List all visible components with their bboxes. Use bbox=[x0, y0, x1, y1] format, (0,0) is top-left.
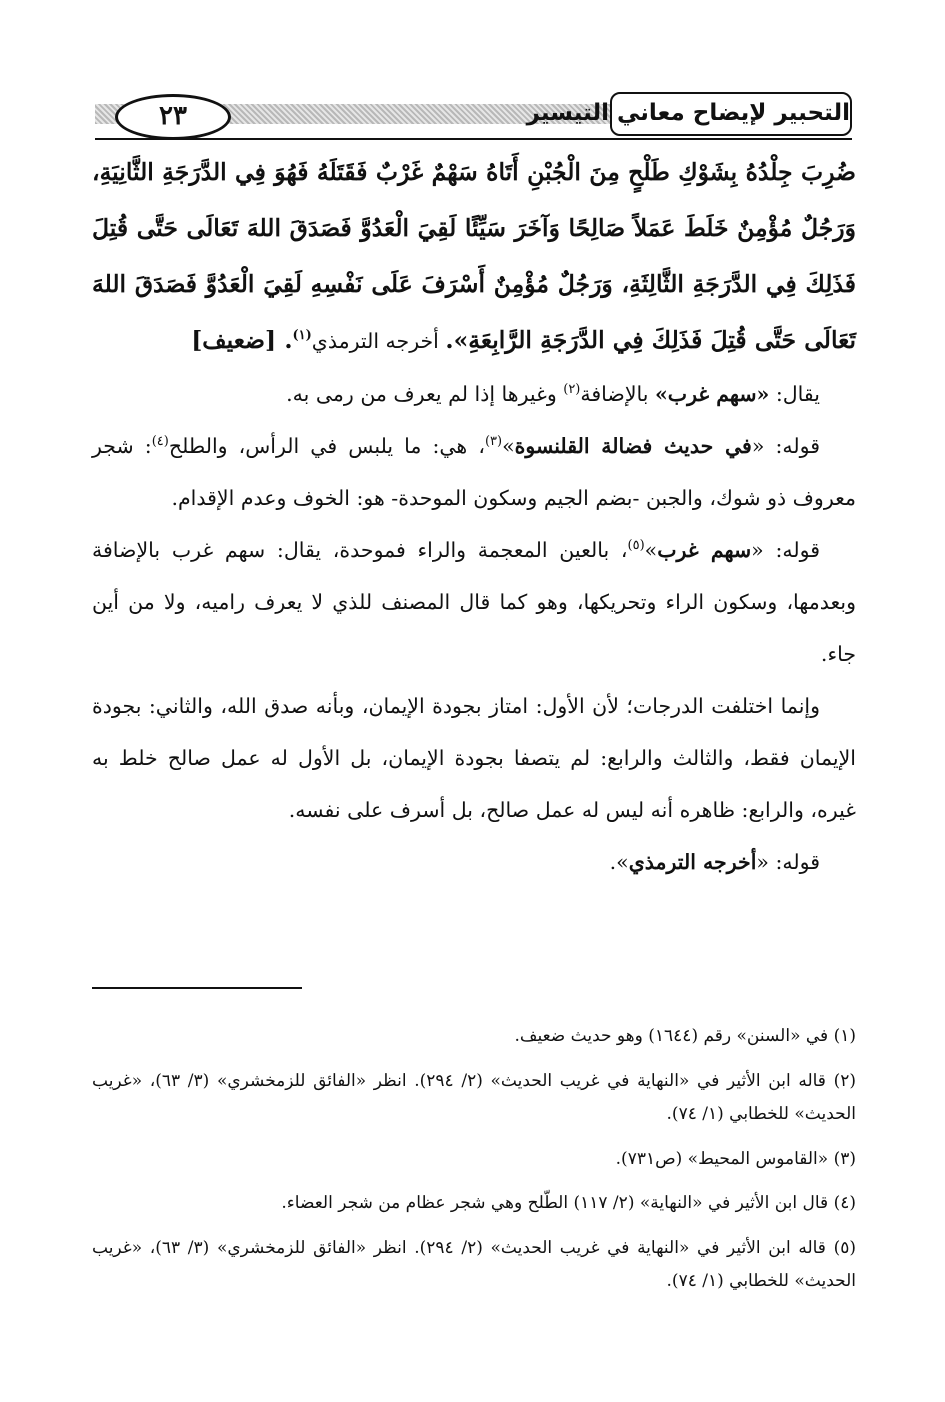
footnote-5: (٥) قاله ابن الأثير في «النهاية في غريب الحديث» (٢/ ٢٩٤). انظر «الفائق للزمخشري» (٣/ ٦٣)، «غريب الحديث» للخطابي (١/ ٧٤). bbox=[92, 1237, 857, 1291]
footnote-4: (٤) قال ابن الأثير في «النهاية» (٢/ ١١٧) الطّلح وهي شجر عظام من شجر العضاء. bbox=[281, 1193, 856, 1213]
header-rule bbox=[95, 138, 852, 140]
footnote-1: (١) في «السنن» رقم (١٦٤٤) وهو حديث ضعيف. bbox=[514, 1026, 856, 1046]
p3-pre: قوله: « bbox=[751, 538, 820, 562]
p2-mid: ، هي: ما يلبس في الرأس، والطلح bbox=[168, 434, 485, 458]
footnote-ref-4: (٤) bbox=[151, 434, 169, 450]
footnote-ref-2: (٢) bbox=[563, 382, 581, 398]
paragraph-3 bbox=[92, 524, 856, 680]
book-title: التحبير لإيضاح معاني التيسير bbox=[610, 92, 852, 136]
p2-post: : شجر معروف ذو شوك، والجبن -بضم الجيم وسكون الموحدة- هو: الخوف وعدم الإقدام. bbox=[92, 434, 856, 510]
p1-term: «سهم غرب» bbox=[654, 382, 770, 406]
footnotes bbox=[92, 1020, 856, 1310]
main-text bbox=[92, 144, 856, 888]
page-number: ٢٣ bbox=[115, 94, 231, 140]
p3-close: » bbox=[644, 538, 658, 562]
hadith-body: ضُرِبَ جِلْدُهُ بِشَوْكِ طَلْحٍ مِنَ الْجُبْنِ أَتَاهُ سَهْمٌ غَرْبٌ فَقَتَلَهُ فَهُوَ فِي الدَّرَجَةِ الثَّانِيَةِ، وَرَجُلٌ مُؤْمِنٌ خَلَطَ عَمَلاً صَالِحًا وَآخَرَ سَيِّئًا لَقِيَ الْعَدُوَّ فَصَدَقَ اللهَ تَعَالَى حَتَّى قُتِلَ فَذَلِكَ فِي الدَّرَجَةِ الثَّالِثَةِ، وَرَجُلٌ مُؤْمِنٌ أَسْرَفَ عَلَى نَفْسِهِ لَقِيَ الْعَدُوَّ فَصَدَقَ اللهَ تَعَالَى حَتَّى قُتِلَ فَذَلِكَ فِي الدَّرَجَةِ الرَّابِعَةِ». bbox=[92, 158, 856, 354]
p1-pre: يقال: bbox=[769, 382, 820, 406]
paragraph-4: وإنما اختلفت الدرجات؛ لأن الأول: امتاز بجودة الإيمان، وبأنه صدق الله، والثاني: بجودة الإيمان فقط، والثالث والرابع: لم يتصفا بجودة الإيمان، بل الأول له عمل صالح خلط به غيره، والرابع: ظاهره أنه ليس له عمل صالح، بل أسرف على نفسه. bbox=[92, 694, 856, 822]
p2-close: » bbox=[502, 434, 515, 458]
p2-pre: قوله: « bbox=[751, 434, 820, 458]
paragraph-1 bbox=[92, 368, 856, 420]
p5-term: أخرجه الترمذي bbox=[628, 850, 757, 874]
hadith-text bbox=[92, 144, 856, 368]
footnote-ref-1: (١) bbox=[292, 328, 312, 344]
footnote-3: (٣) «القاموس المحيط» (ص٧٣١). bbox=[615, 1148, 856, 1169]
footnote-2: (٢) قاله ابن الأثير في «النهاية في غريب الحديث» (٢/ ٢٩٤). انظر «الفائق للزمخشري» (٣/ ٦٣)، «غريب الحديث» للخطابي (١/ ٧٤). bbox=[92, 1070, 857, 1124]
hadith-source: أخرجه الترمذي bbox=[311, 329, 446, 353]
footnote-ref-5: (٥) bbox=[627, 538, 645, 554]
p5-post: ». bbox=[609, 850, 629, 874]
hadith-grade: . [ضعيف] bbox=[191, 326, 293, 354]
p3-term: سهم غرب bbox=[657, 538, 752, 562]
footnote-separator bbox=[92, 987, 302, 989]
footnote-ref-3: (٣) bbox=[484, 434, 503, 450]
paragraph-2 bbox=[92, 420, 856, 524]
p5-pre: قوله: « bbox=[756, 850, 820, 874]
p1-post: وغيرها إذا لم يعرف من رمى به. bbox=[286, 382, 564, 406]
p1-mid: بالإضافة bbox=[580, 382, 655, 406]
page-header bbox=[95, 92, 852, 138]
p2-term: في حديث فضالة القلنسوة bbox=[514, 434, 752, 458]
paragraph-5 bbox=[92, 836, 856, 888]
p3-post: ، بالعين المعجمة والراء فموحدة، يقال: سهم غرب بالإضافة وبعدمها، وسكون الراء وتحريكها، وهو كما قال المصنف للذي لا يعرف راميه، ولا من أين جاء. bbox=[92, 538, 856, 666]
